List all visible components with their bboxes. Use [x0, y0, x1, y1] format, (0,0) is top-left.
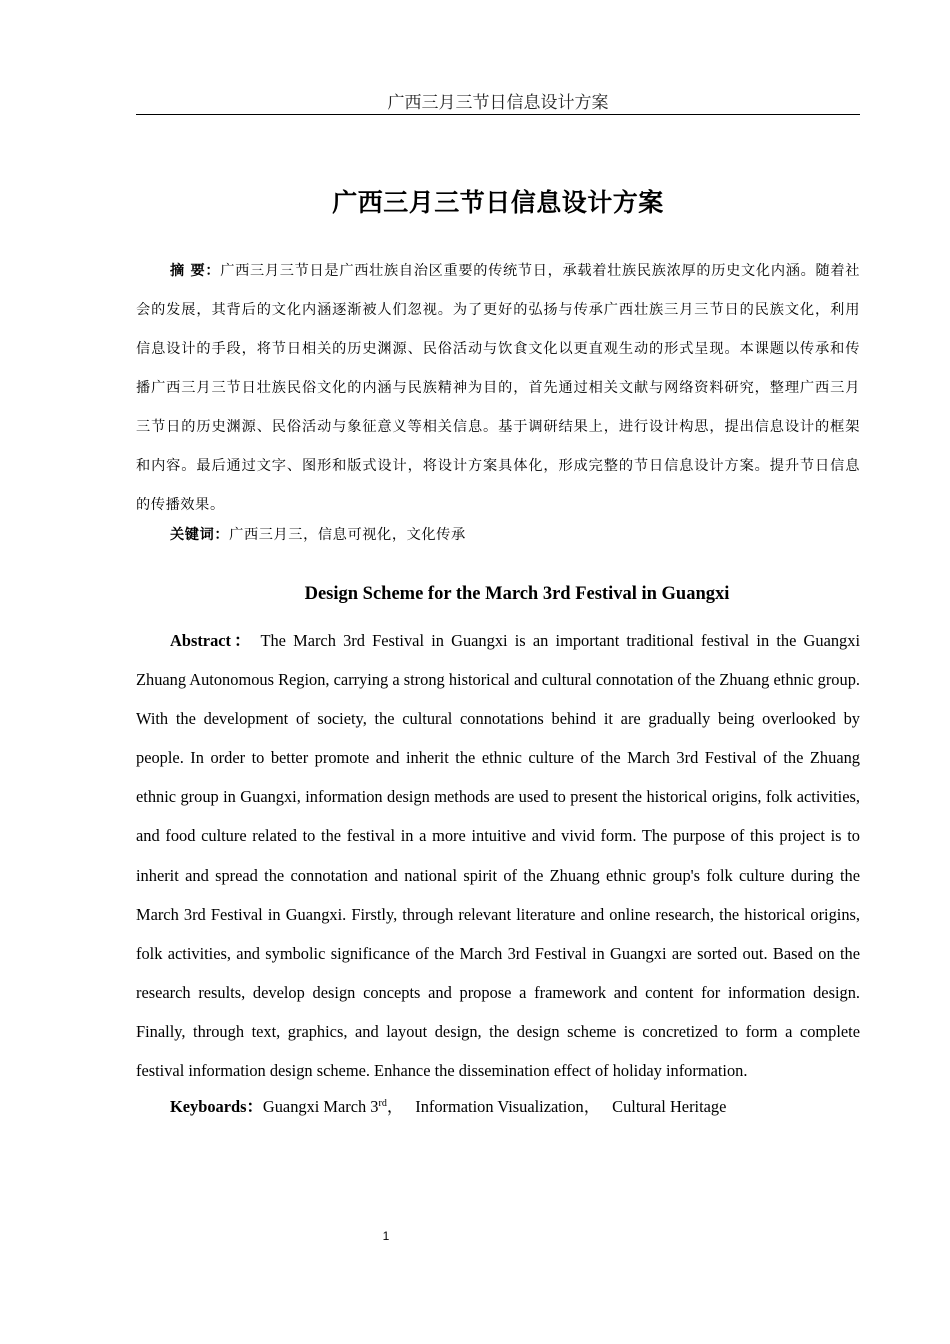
chinese-title: 广西三月三节日信息设计方案 — [332, 188, 664, 217]
english-abstract-label: Abstract： — [170, 631, 254, 650]
keyword-1 — [263, 1097, 387, 1116]
keyword-2: Information Visualization — [415, 1097, 584, 1116]
chinese-abstract — [136, 252, 860, 525]
english-abstract — [136, 621, 860, 1090]
keyword-1-superscript: rd — [378, 1098, 387, 1109]
chinese-abstract-text: 广西三月三节日是广西壮族自治区重要的传统节日，承载着壮族民族浓厚的历史文化内涵。随着社会的发展，其背后的文化内涵逐渐被人们忽视。为了更好的弘扬与传承广西壮族三月三节日的民族文化，利用信息设计的手段，将节日相关的历史渊源、民俗活动与饮食文化以更直观生动的形式呈现。本课题以传承和传播广西三月三节日壮族民俗文化的内涵与民族精神为目的，首先通过相关文献与网络资料研究，整理广西三月三节日的历史渊源、民俗活动与象征意义等相关信息。基于调研结果上，进行设计构思，提出信息设计的框架和内容。最后通过文字、图形和版式设计，将设计方案具体化，形成完整的节日信息设计方案。提升节日信息的传播效果。 — [136, 263, 860, 513]
header-rule — [136, 114, 860, 115]
english-abstract-text: The March 3rd Festival in Guangxi is an important traditional festival in the Guangxi Zhuang Autonomous Region, carrying a strong historical and cultural connotation of the Zhuang ethnic group. With the development of society, the cultural connotations behind it are gradually being overlooked by people. In order to better promote and inherit the ethnic culture of the March 3rd Festival of the Zhuang ethnic group in Guangxi, information design methods are used to present the historical origins, folk activities, and food culture related to the festival in a more intuitive and vivid form. The purpose of this project is to inherit and spread the connotation and national spirit of the Zhuang ethnic group's folk culture during the March 3rd Festival in Guangxi. Firstly, through relevant literature and online research, the historical origins, folk activities, and symbolic significance of the March 3rd Festival in Guangxi are sorted out. Based on the research results, develop design concepts and propose a framework and content for information design. Finally, through text, graphics, and layout design, the design scheme is concretized to form a complete festival information design scheme. Enhance the dissemination effect of holiday information. — [136, 631, 860, 1081]
keyword-3: Cultural Heritage — [612, 1097, 727, 1116]
chinese-keywords-text: 广西三月三，信息可视化，文化传承 — [229, 527, 466, 543]
page-number: 1 — [382, 1229, 390, 1243]
chinese-keywords — [170, 520, 466, 550]
keyword-separator: ， — [386, 1097, 404, 1116]
keyword-1-base: Guangxi March 3 — [262, 1097, 379, 1116]
english-keywords — [170, 1093, 726, 1121]
chinese-keywords-label: 关键词： — [170, 527, 230, 543]
running-header: 广西三月三节日信息设计方案 — [387, 93, 609, 113]
english-title: Design Scheme for the March 3rd Festival in Guangxi — [304, 584, 730, 604]
english-keywords-label: Keyboards： — [170, 1097, 263, 1116]
keyword-separator: ， — [583, 1097, 601, 1116]
chinese-abstract-label: 摘 要： — [170, 263, 221, 279]
